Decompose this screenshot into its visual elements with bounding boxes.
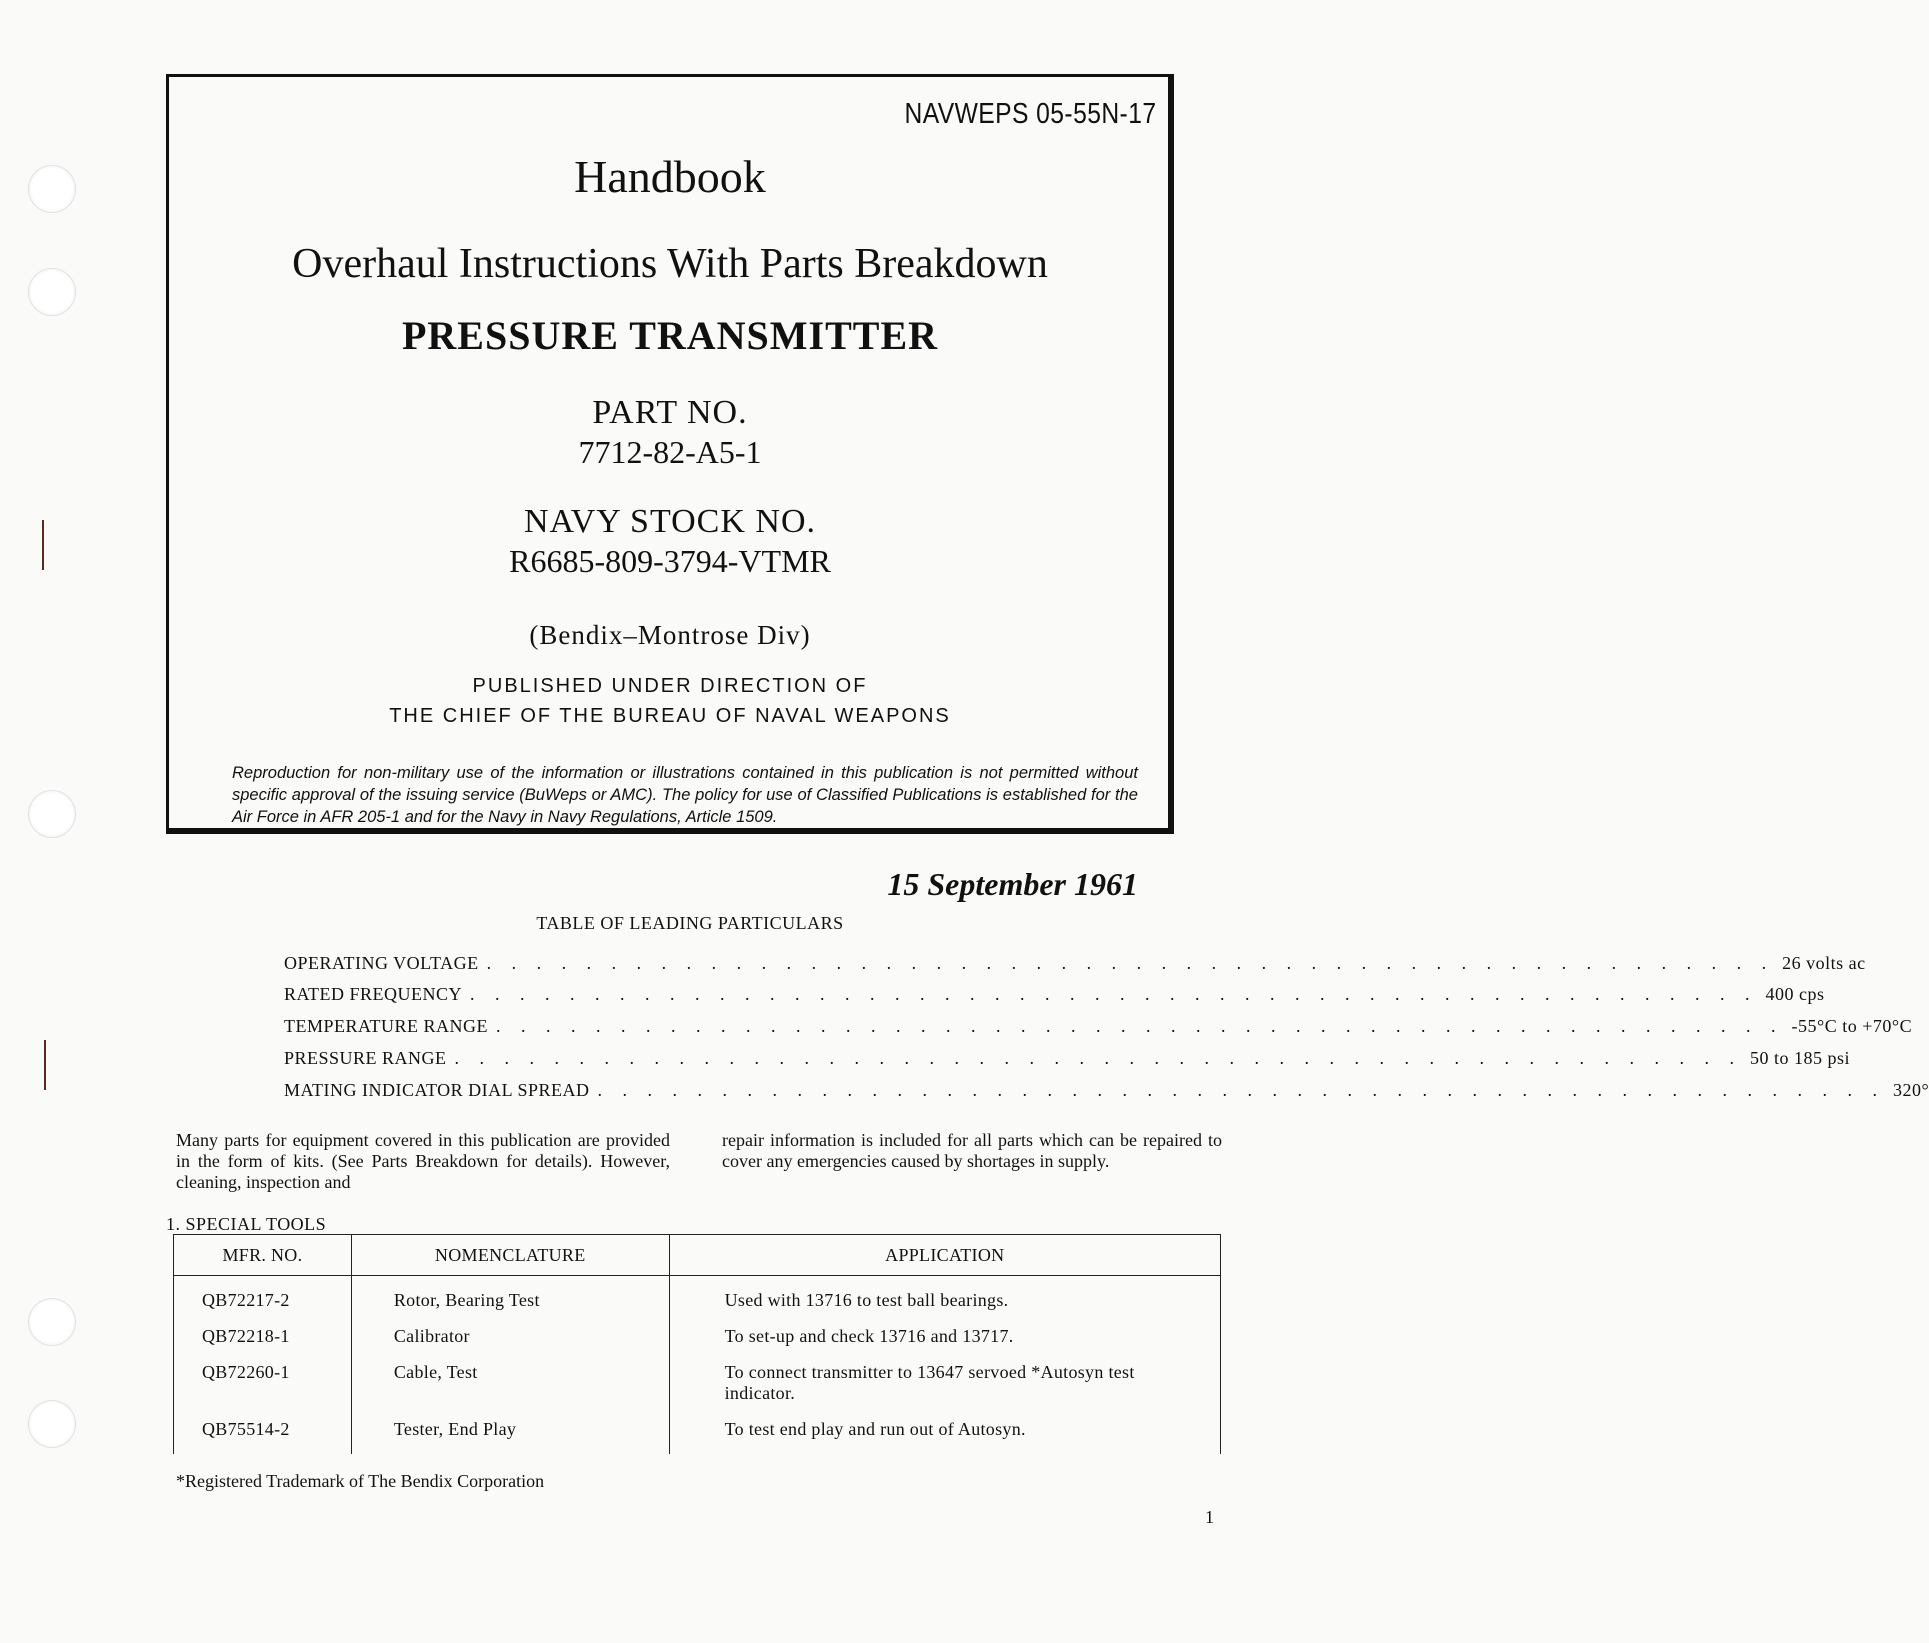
column-header-mfr-no: MFR. NO. <box>174 1235 352 1276</box>
particular-row <box>284 1080 1929 1106</box>
particular-row <box>284 1048 1851 1074</box>
column-header-nomenclature: NOMENCLATURE <box>351 1235 669 1276</box>
particular-value: 50 to 185 psi <box>1750 1048 1851 1068</box>
table-header-row <box>174 1235 1221 1276</box>
margin-mark <box>42 520 44 570</box>
particular-value: 26 volts ac <box>1782 953 1866 973</box>
binder-hole <box>28 790 76 838</box>
particular-value: 400 cps <box>1765 984 1825 1004</box>
manufacturer: (Bendix–Montrose Div) <box>529 620 811 650</box>
particular-value: -55°C to +70°C <box>1791 1016 1913 1036</box>
special-tools-heading: 1. SPECIAL TOOLS <box>166 1214 327 1234</box>
particular-label: RATED FREQUENCY <box>284 984 463 1004</box>
table-row <box>174 1276 1221 1313</box>
binder-hole <box>28 1298 76 1346</box>
intro-column-2: repair information is included for all parts which can be repaired to cover any emergencies caused by shortages in supply. <box>722 1130 1222 1171</box>
part-no-label: PART NO. <box>592 394 748 431</box>
part-no: 7712-82-A5-1 <box>578 434 762 470</box>
leader-dots: . . . . . . . . . . . . . . . . . . . . . . . . . . . . . . . . . . . . . . . . . . . . . . . . . . . . <box>597 1080 1886 1100</box>
column-header-application: APPLICATION <box>669 1235 1220 1276</box>
cell-mfr-no: QB75514-2 <box>174 1405 352 1454</box>
publication-date: 15 September 1961 <box>887 866 1138 902</box>
leader-dots: . . . . . . . . . . . . . . . . . . . . . . . . . . . . . . . . . . . . . . . . . . . . . . . . . . . . <box>454 1048 1743 1068</box>
special-tools-table <box>173 1234 1221 1454</box>
trademark-footnote: *Registered Trademark of The Bendix Corporation <box>176 1471 545 1491</box>
table-row <box>174 1348 1221 1405</box>
leader-dots: . . . . . . . . . . . . . . . . . . . . . . . . . . . . . . . . . . . . . . . . . . . . . . . . . . . . <box>486 953 1775 973</box>
cell-mfr-no: QB72218-1 <box>174 1312 352 1348</box>
published-line-2: THE CHIEF OF THE BUREAU OF NAVAL WEAPONS <box>389 705 951 727</box>
particular-row <box>284 984 1825 1010</box>
stock-no: R6685-809-3794-VTMR <box>509 543 831 579</box>
publication-number: NAVWEPS 05-55N-17 <box>904 98 1156 130</box>
cell-application: To connect transmitter to 13647 servoed *Autosyn test indicator. <box>669 1348 1220 1405</box>
particular-label: PRESSURE RANGE <box>284 1048 447 1068</box>
cell-mfr-no: QB72217-2 <box>174 1276 352 1313</box>
published-line-1: PUBLISHED UNDER DIRECTION OF <box>472 675 868 697</box>
cell-nomenclature: Calibrator <box>351 1312 669 1348</box>
binder-hole <box>28 165 76 213</box>
reproduction-notice: Reproduction for non-military use of the information or illustrations contained in this publication is not permitted without specific approval of the issuing service (BuWeps or AMC). The policy for use of Classified Publications is established for the Air Force in AFR 205-1 and for the Navy in Navy Regulations, Article 1509. <box>232 764 1138 826</box>
cell-application: To set-up and check 13716 and 13717. <box>669 1312 1220 1348</box>
particular-label: MATING INDICATOR DIAL SPREAD <box>284 1080 590 1100</box>
table-row <box>174 1312 1221 1348</box>
leader-dots: . . . . . . . . . . . . . . . . . . . . . . . . . . . . . . . . . . . . . . . . . . . . . . . . . . . . <box>470 984 1758 1004</box>
particular-row <box>284 1016 1913 1042</box>
particular-value: 320° <box>1893 1080 1929 1100</box>
cell-nomenclature: Tester, End Play <box>351 1405 669 1454</box>
intro-column-1: Many parts for equipment covered in this publication are provided in the form of kits. (See Parts Breakdown for details). However, cleaning, inspection and <box>176 1130 670 1192</box>
cell-nomenclature: Rotor, Bearing Test <box>351 1276 669 1313</box>
leader-dots: . . . . . . . . . . . . . . . . . . . . . . . . . . . . . . . . . . . . . . . . . . . . . . . . . . . . <box>496 1016 1784 1036</box>
margin-mark <box>44 1040 46 1090</box>
title-handbook: Handbook <box>574 151 766 202</box>
cell-application: Used with 13716 to test ball bearings. <box>669 1276 1220 1313</box>
cell-application: To test end play and run out of Autosyn. <box>669 1405 1220 1454</box>
title-item: PRESSURE TRANSMITTER <box>401 313 939 358</box>
cell-nomenclature: Cable, Test <box>351 1348 669 1405</box>
particular-row <box>284 953 1866 979</box>
leading-particulars-title: TABLE OF LEADING PARTICULARS <box>536 913 844 933</box>
binder-hole <box>28 1400 76 1448</box>
cell-mfr-no: QB72260-1 <box>174 1348 352 1405</box>
page-number: 1 <box>1205 1507 1214 1527</box>
stock-no-label: NAVY STOCK NO. <box>523 503 817 540</box>
binder-hole <box>28 268 76 316</box>
particular-label: OPERATING VOLTAGE <box>284 953 479 973</box>
table-row <box>174 1405 1221 1454</box>
title-overhaul: Overhaul Instructions With Parts Breakdown <box>292 241 1048 287</box>
particular-label: TEMPERATURE RANGE <box>284 1016 489 1036</box>
